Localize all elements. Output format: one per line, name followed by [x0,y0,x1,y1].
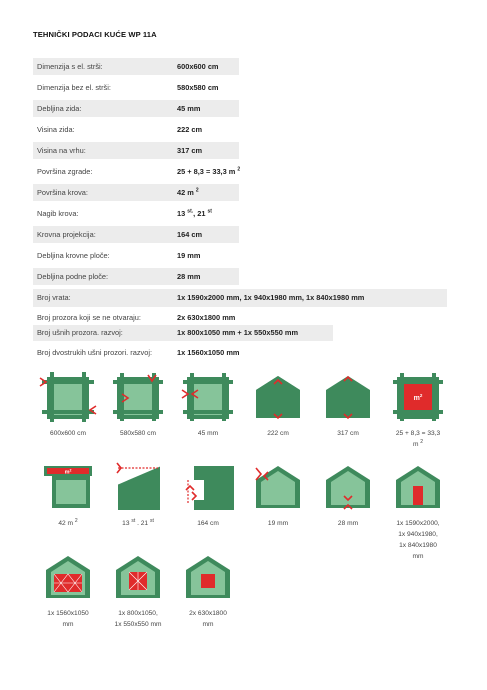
fixed-window-icon [178,552,238,602]
spec-label: Debljina krovne ploče: [37,251,110,260]
spec-label: Broj vrata: [37,293,71,302]
spec-value: 13 $^{st.}$, 21 $^{st}$ [177,208,212,218]
floor-plan-inner-icon [108,372,168,422]
spec-value: 45 mm [177,104,201,113]
spec-label: Nagib krova: [37,209,79,218]
icon-cell-floor-panel [317,462,379,529]
spec-row-roof-panel-thickness [33,247,239,264]
spec-label: Broj prozora koji se ne otvaraju: [37,313,141,322]
icon-cell-opening-windows [107,552,169,630]
spec-value: 1x 1560x1050 mm [177,348,240,357]
spec-row-dimension-with-overhang [33,58,239,75]
icon-cell-fixed-windows [177,552,239,630]
floor-area-icon [388,372,448,422]
icon-cell-dimension-with-overhang [37,372,99,439]
spec-value: 1x 1590x2000 mm, 1x 940x1980 mm, 1x 840x1980 mm [177,293,365,302]
spec-label: Debljina podne ploče: [37,272,109,281]
icon-cell-wall-height [247,372,309,439]
roof-slope-icon [108,462,168,512]
spec-label: Broj ušnih prozora. razvoj: [37,328,123,337]
spec-row-roof-slope [33,205,239,222]
roof-panel-thickness-icon [248,462,308,512]
spec-value: 2x 630x1800 mm [177,313,236,322]
icon-caption: 45 mm [197,430,219,437]
spec-row-roof-area [33,184,239,201]
icon-caption: 1x 1590x2000, 1x 940x1980, 1x 840x1980 mm [396,520,440,560]
icon-cell-roof-projection [177,462,239,529]
spec-label: Dimenzija s el. strši: [37,62,103,71]
icon-caption: 222 cm [267,430,289,437]
icon-cell-ridge-height [317,372,379,439]
icon-caption: 28 mm [337,520,359,527]
icon-caption: 580x580 cm [120,430,156,437]
icon-caption: 2x 630x1800 mm [189,610,227,628]
spec-row-wall-height [33,121,239,138]
icon-caption: 25 + 8,3 = 33,3 m $^2$ [395,430,441,448]
spec-row-opening-windows [33,325,333,341]
spec-row-building-area [33,163,239,180]
icon-caption: 600x600 cm [50,430,86,437]
spec-label: Visina na vrhu: [37,146,86,155]
spec-value: 164 cm [177,230,203,239]
spec-row-dimension-without-overhang [33,79,239,96]
spec-value: 222 cm [177,125,203,134]
spec-label: Broj dvostrukih ušni prozori. razvoj: [37,348,153,357]
icon-cell-dimension-inner [107,372,169,439]
opening-window-icon [108,552,168,602]
spec-value: 600x600 cm [177,62,219,71]
icon-cell-roof-slope [107,462,169,529]
door-icon [388,462,448,512]
icon-caption: 164 cm [197,520,219,527]
spec-row-floor-panel-thickness [33,268,239,285]
roof-projection-icon [178,462,238,512]
spec-value: 42 m $^2$ [177,187,199,197]
area-label: $m^2$ [413,393,423,402]
icon-cell-doors [387,462,449,562]
spec-value: 25 + 8,3 = 33,3 m $^2$ [177,166,241,176]
icon-caption: 1x 1560x1050 mm [47,610,89,628]
spec-value: 1x 800x1050 mm + 1x 550x550 mm [177,328,299,337]
spec-value: 317 cm [177,146,203,155]
spec-row-double-windows [33,344,333,361]
roof-area-icon [38,462,98,512]
icon-cell-roof-panel [247,462,309,529]
icon-cell-floor-area [387,372,449,450]
spec-label: Visina zida: [37,125,75,134]
icon-caption: 13 $^{st}$ . 21 $^{st}$ [122,517,154,527]
icon-cell-roof-area [37,462,99,529]
icon-cell-double-windows [37,552,99,630]
spec-label: Dimenzija bez el. strši: [37,83,111,92]
spec-label: Površina krova: [37,188,88,197]
icon-caption: 317 cm [337,430,359,437]
spec-row-doors [33,289,447,307]
spec-value: 28 mm [177,272,201,281]
double-window-icon [38,552,98,602]
floor-plan-with-overhang-icon [38,372,98,422]
icon-caption: 19 mm [267,520,289,527]
spec-value: 19 mm [177,251,201,260]
wall-height-icon [248,372,308,422]
spec-row-fixed-windows [33,309,333,326]
floor-panel-thickness-icon [318,462,378,512]
spec-row-wall-thickness [33,100,239,117]
area-label: $m^2$ [64,468,72,476]
spec-row-ridge-height [33,142,239,159]
spec-row-roof-projection [33,226,239,243]
page-title: TEHNIČKI PODACI KUĆE WP 11A [33,30,157,39]
icon-caption: 1x 800x1050, 1x 550x550 mm [114,610,162,628]
ridge-height-icon [318,372,378,422]
spec-label: Krovna projekcija: [37,230,96,239]
spec-label: Debljina zida: [37,104,82,113]
wall-thickness-icon [178,372,238,422]
spec-value: 580x580 cm [177,83,219,92]
spec-label: Površina zgrade: [37,167,93,176]
icon-cell-wall-thickness [177,372,239,439]
icon-caption: 42 m $^2$ [58,517,78,527]
